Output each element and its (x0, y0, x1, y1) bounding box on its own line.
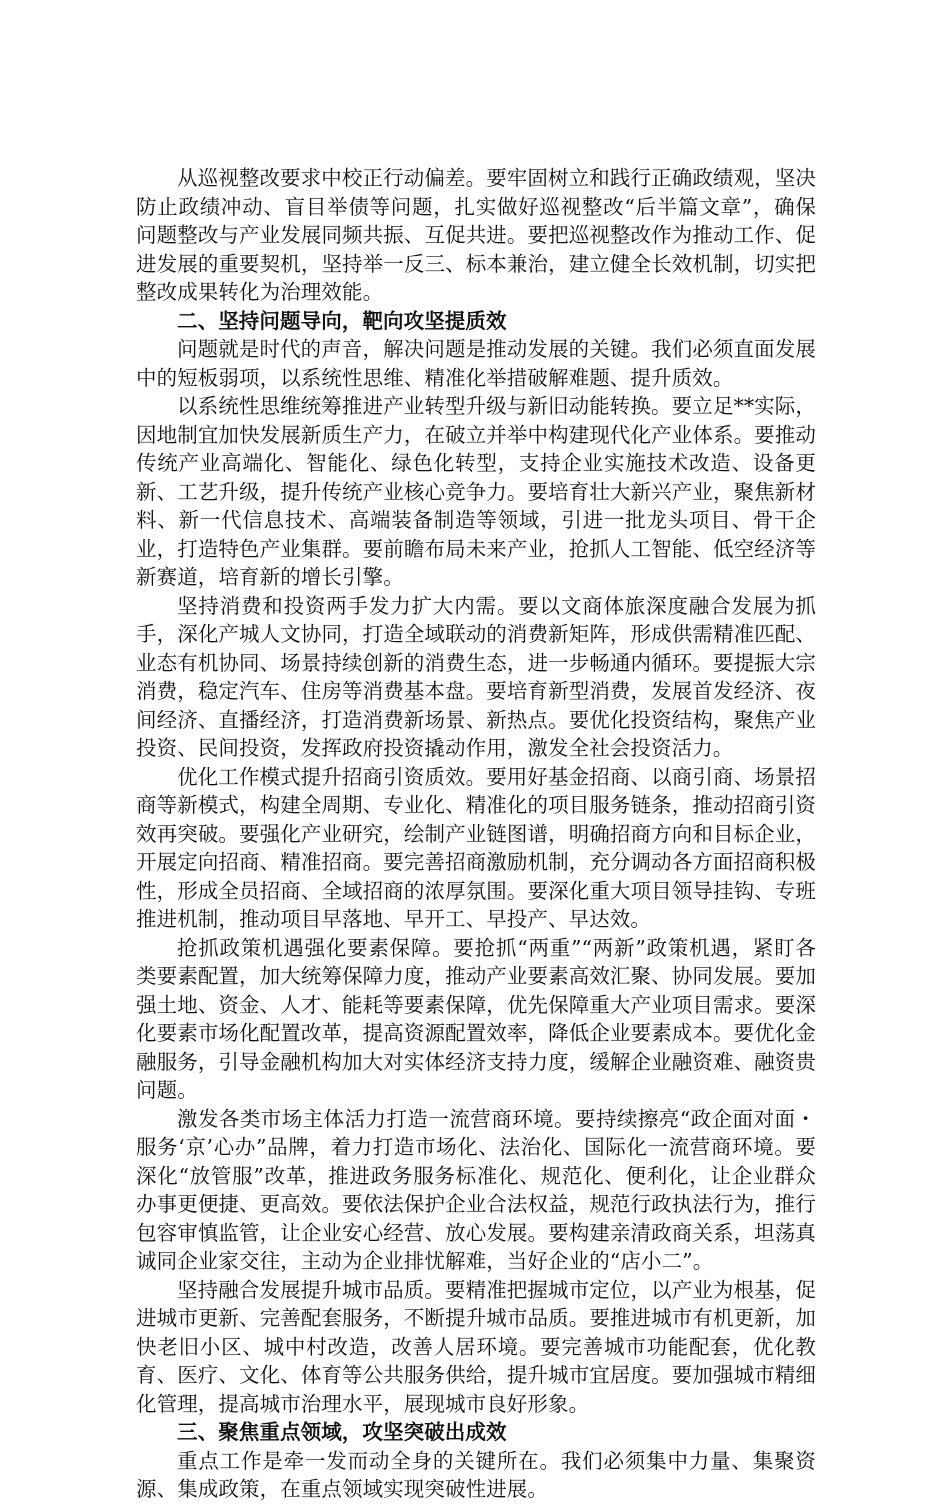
paragraph-domestic-demand: 坚持消费和投资两手发力扩大内需。要以文商体旅深度融合发展为抓手，深化产城人文协同，打造全域联动的消费新矩阵，形成供需精准匹配、业态有机协同、场景持续创新的消费生态，进一步畅通内循环。要提振大宗消费，稳定汽车、住房等消费基本盘。要培育新型消费，发展首发经济、夜间经济、直播经济，打造消费新场景、新热点。要优化投资结构，聚焦产业投资、民间投资，发挥政府投资撬动作用，激发全社会投资活力。 (136, 593, 816, 760)
paragraph-factor-guarantee: 抢抓政策机遇强化要素保障。要抢抓“两重”“两新”政策机遇，紧盯各类要素配置，加大统筹保障力度，推动产业要素高效汇聚、协同发展。要加强土地、资金、人才、能耗等要素保障，优先保障重大产业项目需求。要深化要素市场化配置改革，提高资源配置效率，降低企业要素成本。要优化金融服务，引导金融机构加大对实体经济支持力度，缓解企业融资难、融资贵问题。 (136, 935, 816, 1102)
section-heading-3: 三、聚焦重点领域，攻坚突破出成效 (177, 1420, 507, 1444)
paragraph-business-environment: 激发各类市场主体活力打造一流营商环境。要持续擦亮“政企面对面・服务‘京’心办”品牌，着力打造市场化、法治化、国际化一流营商环境。要深化“放管服”改革，推进政务服务标准化、规范化、便利化，让企业群众办事更便捷、更高效。要依法保护企业合法权益，规范行政执法行为，推行包容审慎监管，让企业安心经营、放心发展。要构建亲清政商关系，坦荡真诚同企业家交往，主动为企业排忧解难，当好企业的“店小二”。 (136, 1106, 816, 1273)
paragraph-investment-attraction: 优化工作模式提升招商引资质效。要用好基金招商、以商引商、场景招商等新模式，构建全周期、专业化、精准化的项目服务链条，推动招商引资效再突破。要强化产业研究，绘制产业链图谱，明确招商方向和目标企业，开展定向招商、精准招商。要完善招商激励机制，充分调动各方面招商积极性，形成全员招商、全域招商的浓厚氛围。要深化重大项目领导挂钩、专班推进机制，推动项目早落地、早开工、早投产、早达效。 (136, 764, 816, 931)
paragraph-problem-orientation: 问题就是时代的声音，解决问题是推动发展的关键。我们必须直面发展中的短板弱项，以系统性思维、精准化举措破解难题、提升质效。 (136, 337, 816, 390)
paragraph-key-areas: 重点工作是牵一发而动全身的关键所在。我们必须集中力量、集聚资源、集成政策，在重点领域实现突破性进展。 (136, 1448, 816, 1501)
paragraph-rectification: 从巡视整改要求中校正行动偏差。要牢固树立和践行正确政绩观，坚决防止政绩冲动、盲目举债等问题，扎实做好巡视整改“后半篇文章”，确保问题整改与产业发展同频共振、互促共进。要把巡视整改作为推动工作、促进发展的重要契机，坚持举一反三、标本兼治，建立健全长效机制，切实把整改成果转化为治理效能。 (136, 166, 816, 304)
document-body (136, 164, 816, 1504)
paragraph-industry-transformation: 以系统性思维统筹推进产业转型升级与新旧动能转换。要立足**实际，因地制宜加快发展新质生产力，在破立并举中构建现代化产业体系。要推动传统产业高端化、智能化、绿色化转型，支持企业实施技术改造、设备更新、工艺升级，提升传统产业核心竞争力。要培育壮大新兴产业，聚焦新材料、新一代信息技术、高端装备制造等领域，引进一批龙头项目、骨干企业，打造特色产业集群。要前瞻布局未来产业，抢抓人工智能、低空经济等新赛道，培育新的增长引擎。 (136, 394, 816, 589)
section-heading-2: 二、坚持问题导向，靶向攻坚提质效 (177, 308, 507, 333)
paragraph-city-quality: 坚持融合发展提升城市品质。要精准把握城市定位，以产业为根基，促进城市更新、完善配套服务，不断提升城市品质。要推进城市有机更新，加快老旧小区、城中村改造，改善人居环境。要完善城市功能配套，优化教育、医疗、文化、体育等公共服务供给，提升城市宜居度。要加强城市精细化管理，提高城市治理水平，展现城市良好形象。 (136, 1277, 816, 1416)
